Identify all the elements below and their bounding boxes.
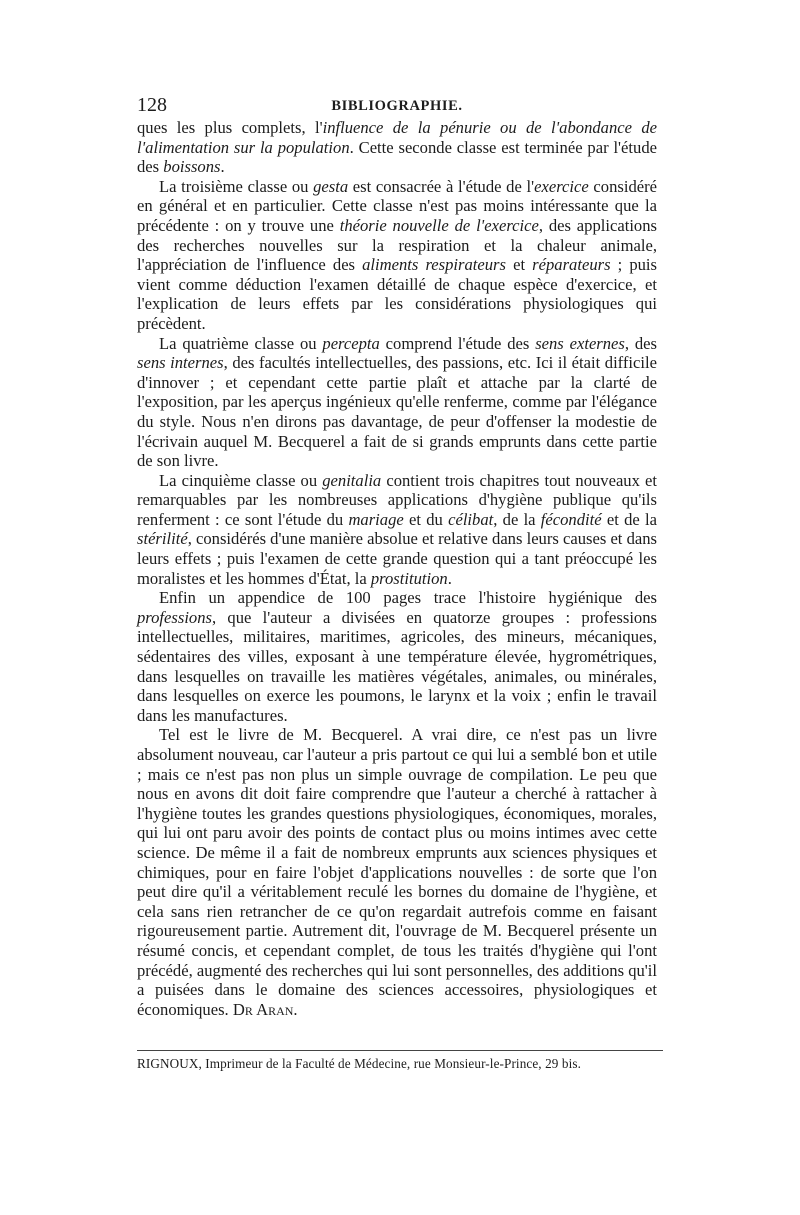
italic-term: prostitution	[370, 568, 448, 588]
printer-imprint: RIGNOUX, Imprimeur de la Faculté de Médecine, rue Monsieur-le-Prince, 29 bis.	[137, 1050, 663, 1073]
text-run: La cinquième classe ou	[159, 470, 323, 490]
text-run: comprend l'étude des	[379, 333, 536, 353]
text-run: , considérés d'une manière absolue et relative dans leurs causes et dans leurs effets ; puis l'examen de cette grande question qui a tant préoccupé les moralistes et les hommes d'État, la	[137, 529, 657, 588]
text-run: , de la	[493, 509, 541, 529]
italic-term: percepta	[322, 333, 380, 353]
text-run: ques les plus complets, l'	[137, 118, 323, 137]
italic-term: influence de la pénurie ou de l'abondance de l'alimentation sur la population	[137, 118, 657, 157]
italic-term: exercice	[534, 176, 589, 196]
text-run: La quatrième classe ou	[159, 333, 323, 353]
paragraph-5	[137, 588, 657, 725]
paragraph-2	[137, 177, 657, 334]
paragraph-6	[137, 725, 657, 1019]
text-run: La troisième classe ou	[159, 176, 314, 196]
italic-term: sens internes	[137, 353, 224, 373]
paragraph-1	[137, 118, 657, 177]
italic-term: théorie nouvelle de l'exercice	[339, 215, 539, 235]
text-run: Enfin un appendice de 100 pages trace l'histoire hygiénique des	[159, 588, 657, 608]
body-text	[137, 118, 657, 1019]
text-run: . Cette seconde classe est terminée par l'étude des	[137, 137, 657, 177]
italic-term: fécondité	[540, 509, 602, 529]
text-run: .	[447, 568, 452, 588]
italic-term: sens externes	[535, 333, 625, 353]
italic-term: professions	[137, 607, 212, 627]
text-run: est consacrée à l'étude de l'	[348, 176, 535, 196]
italic-term: gesta	[313, 176, 349, 196]
page-number: 128	[137, 94, 167, 116]
text-run: contient trois chapitres tout nouveaux et remarquables par les nombreuses applications d'hygiène publique qu'ils renferment : ce sont l'étude du	[137, 470, 657, 529]
italic-term: aliments respirateurs	[362, 255, 506, 275]
author-signature: Dr Aran.	[232, 999, 298, 1019]
text-run: et de la	[601, 509, 657, 529]
text-run: et du	[403, 509, 449, 529]
book-page	[137, 92, 657, 1019]
text-run: .	[220, 157, 225, 177]
running-title: BIBLIOGRAPHIE.	[331, 98, 463, 114]
text-run: et	[505, 255, 533, 275]
running-head	[137, 92, 657, 118]
text-run: considéré en général et en particulier. Cette classe n'est pas moins intéressante que la précédente : on y trouve une	[137, 176, 658, 235]
italic-term: boissons	[163, 157, 221, 177]
italic-term: célibat	[448, 509, 494, 529]
paragraph-4	[137, 471, 657, 589]
italic-term: mariage	[348, 509, 404, 529]
italic-term: genitalia	[322, 470, 382, 490]
text-run: , des applications des recherches nouvelles sur la respiration et la chaleur animale, l'appréciation de l'influence des	[137, 215, 657, 275]
paragraph-3	[137, 334, 657, 471]
text-run: ; puis vient comme déduction l'examen détaillé de chaque espèce d'exercice, et l'explication de leurs effets par les considérations physiologiques qui précèdent.	[137, 255, 658, 333]
text-run: , que l'auteur a divisées en quatorze groupes : professions intellectuelles, militaires, maritimes, agricoles, des mineurs, mécaniques, sédentaires des villes, exposant à une température élevée, hygrométriques, dans lesquelles on travaille les matières végétales, animales, ou minérales, dans lesquelles on exerce les poumons, le larynx et la voix ; enfin le travail dans les manufactures.	[137, 607, 657, 725]
italic-term: stérilité	[137, 529, 188, 549]
italic-term: réparateurs	[532, 255, 611, 275]
text-run: , des facultés intellectuelles, des passions, etc. Ici il était difficile d'innover ; et cependant cette partie plaît et attache par la clarté de l'exposition, par les aperçus ingénieux qu'elle renferme, comme par l'élégance du style. Nous n'en dirons pas davantage, de peur d'offenser la modestie de l'écrivain auquel M. Becquerel a fait de si grands emprunts dans cette partie de son livre.	[137, 353, 657, 471]
text-run: , des	[624, 333, 657, 353]
text-run: Tel est le livre de M. Becquerel. A vrai dire, ce n'est pas un livre absolument nouveau, car l'auteur a pris partout ce qui lui a semblé bon et utile ; mais ce n'est pas non plus un simple ouvrage de compilation. Le peu que nous en avons dit doit faire comprendre que l'auteur a cherché à rattacher à l'hygiène toutes les grandes questions physiologiques, économiques, morales, qui lui ont paru avoir des points de contact plus ou moins intimes avec cette science. De même il a fait de nombreux emprunts aux sciences physiques et chimiques, pour en faire l'objet d'applications nouvelles : de sorte que l'on peut dire qu'il a véritablement reculé les bornes du domaine de l'hygiène, et cela sans rien retrancher de ce qu'on regardait autrefois comme en faisant rigoureusement partie. Autrement dit, l'ouvrage de M. Becquerel présente un résumé concis, et cependant complet, de tous les traités d'hygiène qui l'ont précédé, augmenté des recherches qui lui sont personnelles, des additions qu'il a puisées dans le domaine des sciences accessoires, physiologiques et économiques.	[137, 725, 658, 1019]
